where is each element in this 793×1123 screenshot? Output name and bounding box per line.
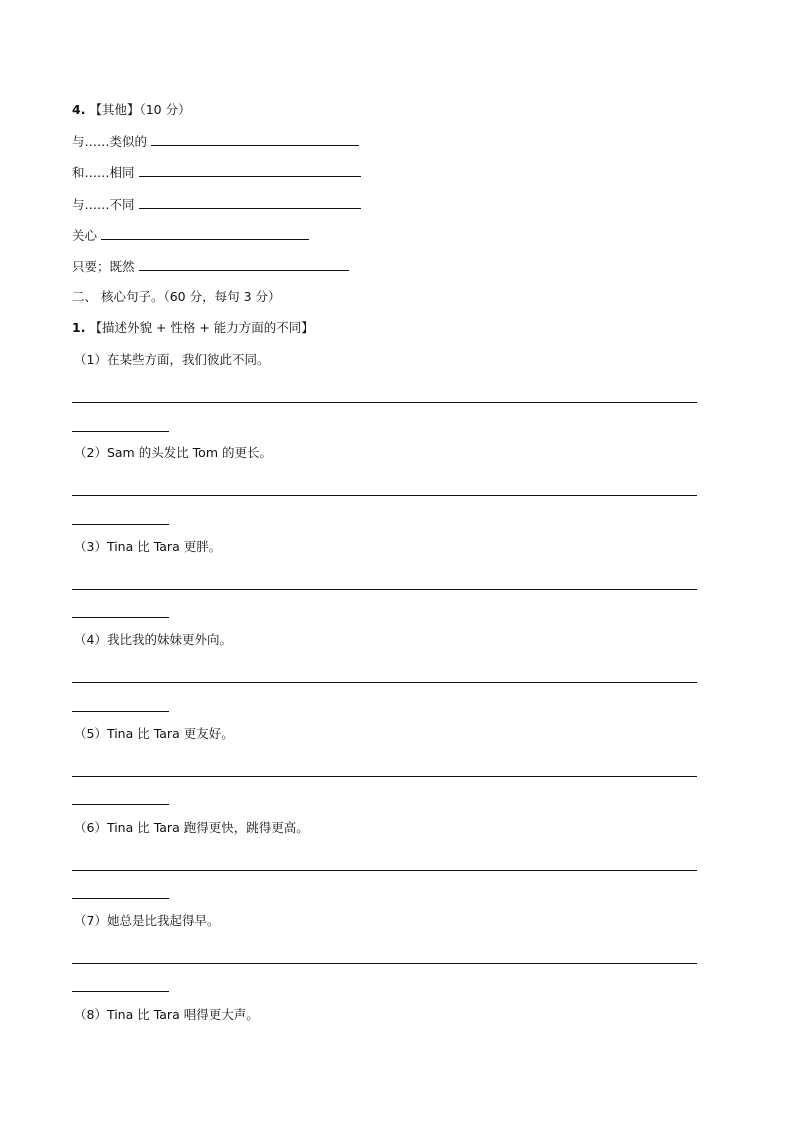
vocab-label: 关心 <box>72 228 98 243</box>
vocab-label: 与……不同 <box>72 197 135 212</box>
vocab-item <box>72 133 359 150</box>
question-prompt: （5）Tina 比 Tara 更友好。 <box>74 726 234 741</box>
question-prompt: （8）Tina 比 Tara 唱得更大声。 <box>74 1007 259 1022</box>
answer-line-continuation[interactable] <box>72 898 169 899</box>
answer-blank[interactable] <box>139 164 361 177</box>
vocab-item <box>72 196 361 213</box>
answer-line-continuation[interactable] <box>72 524 169 525</box>
question-prompt: （6）Tina 比 Tara 跑得更快，跳得更高。 <box>74 820 309 835</box>
vocab-label: 和……相同 <box>72 165 135 180</box>
answer-blank[interactable] <box>139 258 349 271</box>
sub-heading <box>72 320 314 336</box>
vocab-label: 只要；既然 <box>72 259 135 274</box>
section-heading <box>72 102 191 118</box>
answer-line-continuation[interactable] <box>72 804 169 805</box>
answer-line[interactable] <box>72 870 697 871</box>
question-prompt: （7）她总是比我起得早。 <box>74 913 220 928</box>
section-heading: 二、 核心句子。（60 分，每句 3 分） <box>72 289 281 304</box>
answer-blank[interactable] <box>101 227 309 240</box>
answer-line[interactable] <box>72 776 697 777</box>
vocab-item <box>72 258 349 275</box>
question-prompt: （3）Tina 比 Tara 更胖。 <box>74 539 222 554</box>
section-number: 4. <box>72 102 86 117</box>
answer-line-continuation[interactable] <box>72 617 169 618</box>
answer-line[interactable] <box>72 589 697 590</box>
vocab-label: 与……类似的 <box>72 134 148 149</box>
section-title: 【其他】（10 分） <box>89 102 191 117</box>
question-prompt: （2）Sam 的头发比 Tom 的更长。 <box>74 445 272 460</box>
answer-line[interactable] <box>72 682 697 683</box>
answer-line[interactable] <box>72 495 697 496</box>
answer-line[interactable] <box>72 963 697 964</box>
answer-blank[interactable] <box>139 196 361 209</box>
answer-line-continuation[interactable] <box>72 991 169 992</box>
sub-heading-number: 1. <box>72 320 86 335</box>
answer-blank[interactable] <box>151 133 359 146</box>
vocab-item <box>72 164 361 181</box>
answer-line[interactable] <box>72 402 697 403</box>
answer-line-continuation[interactable] <box>72 431 169 432</box>
answer-line-continuation[interactable] <box>72 711 169 712</box>
vocab-item <box>72 227 309 244</box>
question-prompt: （4）我比我的妹妹更外向。 <box>74 632 232 647</box>
question-prompt: （1）在某些方面，我们彼此不同。 <box>74 352 270 367</box>
sub-heading-title: 【描述外貌 + 性格 + 能力方面的不同】 <box>89 320 314 335</box>
